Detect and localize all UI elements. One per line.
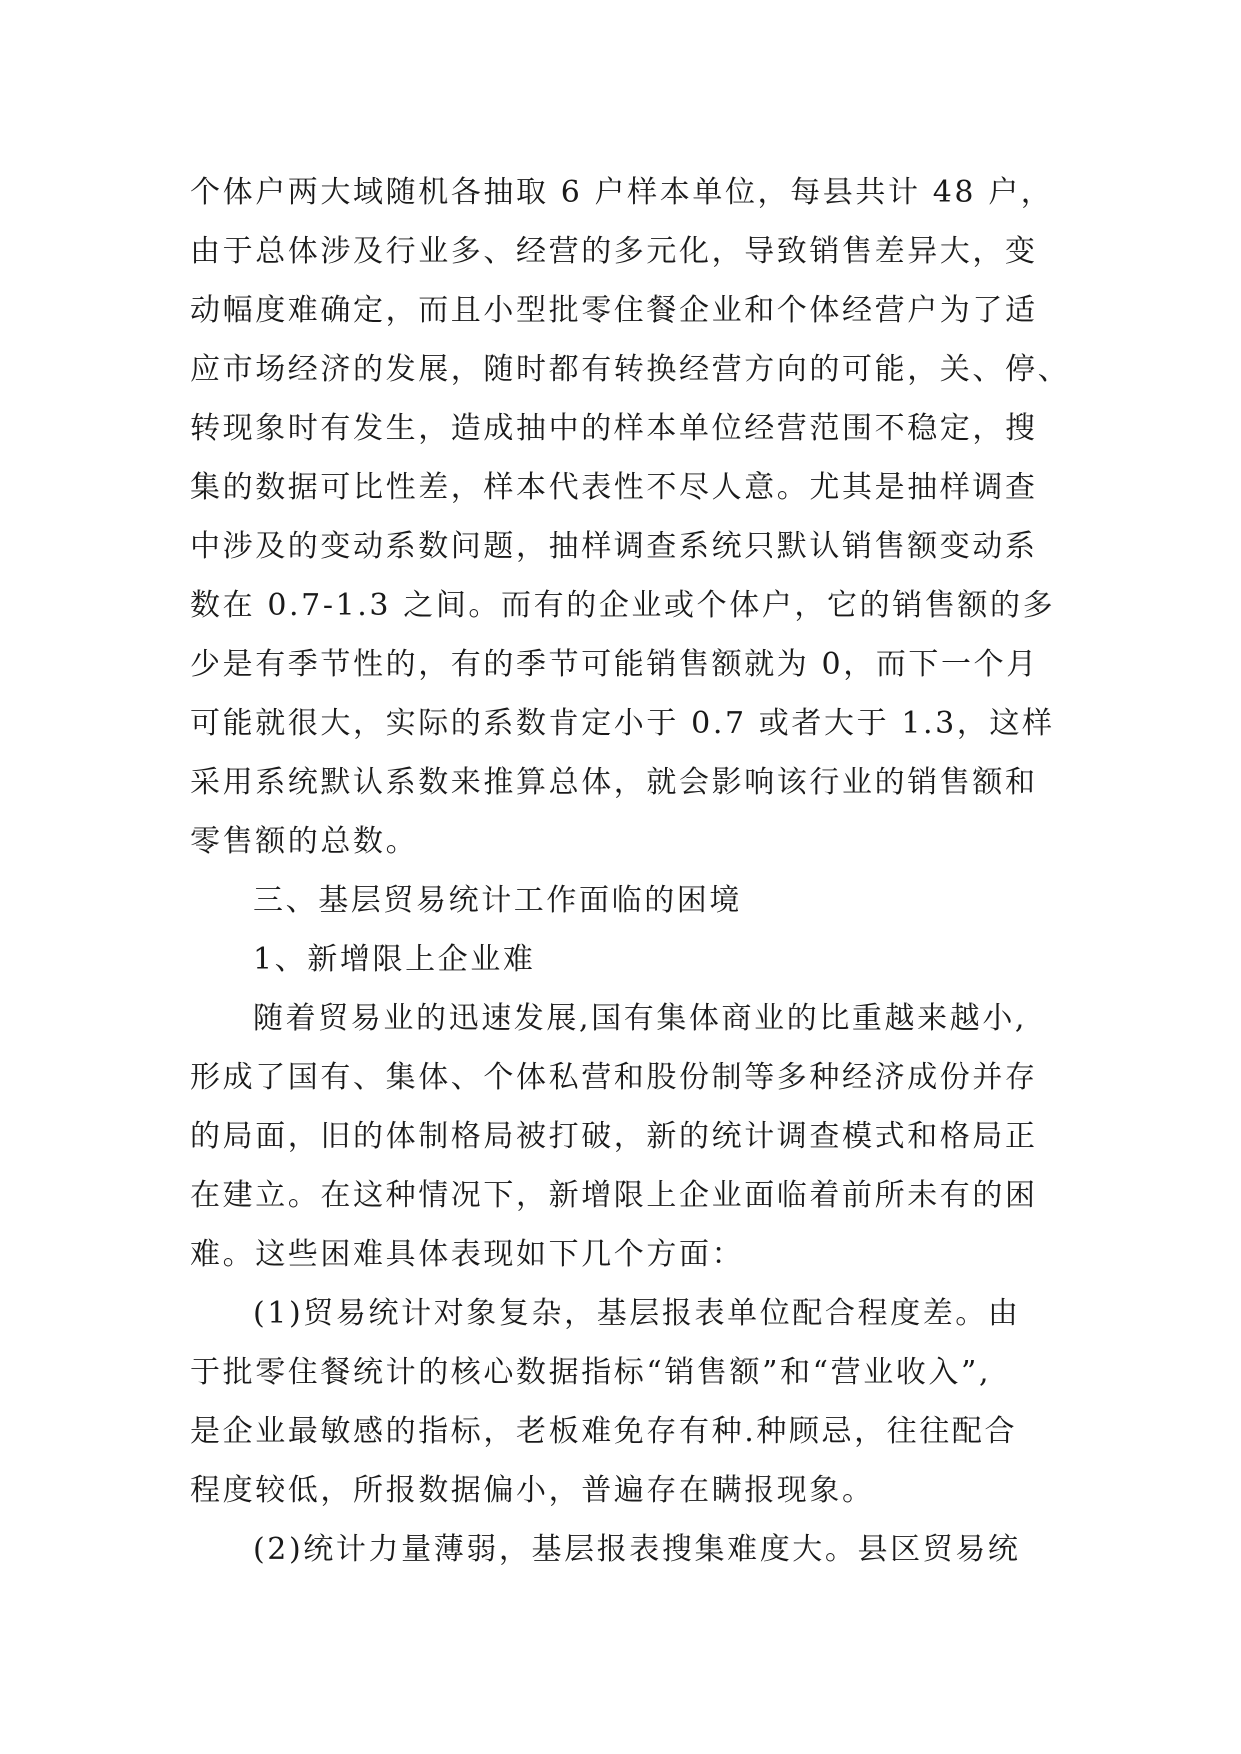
paragraph-sampling-issues	[190, 163, 1071, 871]
subheading-text: 1、新增限上企业难	[253, 942, 536, 977]
text-line: 形成了国有、集体、个体私营和股份制等多种经济成份并存	[190, 1060, 1038, 1095]
text-line: 可能就很大，实际的系数肯定小于 0.7 或者大于 1.3，这样	[190, 706, 1055, 741]
text-line: 采用系统默认系数来推算总体，就会影响该行业的销售额和	[190, 765, 1038, 800]
text-line: 集的数据可比性差，样本代表性不尽人意。尤其是抽样调查	[190, 470, 1038, 505]
text-line: 难。这些困难具体表现如下几个方面：	[190, 1237, 745, 1272]
heading-text: 三、基层贸易统计工作面临的困境	[253, 883, 742, 918]
text-line: 中涉及的变动系数问题，抽样调查系统只默认销售额变动系	[190, 529, 1038, 564]
document-body	[190, 163, 1071, 1579]
subsection-heading	[190, 930, 1050, 989]
paragraph-point-1	[190, 1284, 1050, 1520]
paragraph-new-enterprises	[190, 989, 1050, 1284]
text-line: (1)贸易统计对象复杂，基层报表单位配合程度差。由	[253, 1296, 1021, 1331]
text-line: 转现象时有发生，造成抽中的样本单位经营范围不稳定，搜	[190, 411, 1038, 446]
text-line: 由于总体涉及行业多、经营的多元化，导致销售差异大，变	[190, 234, 1038, 269]
paragraph-point-2	[190, 1520, 1050, 1579]
text-line: 的局面，旧的体制格局被打破，新的统计调查模式和格局正	[190, 1119, 1038, 1154]
text-line: 随着贸易业的迅速发展,国有集体商业的比重越来越小,	[253, 1001, 1028, 1036]
text-line: 程度较低，所报数据偏小，普遍存在瞒报现象。	[190, 1473, 875, 1508]
text-line: 动幅度难确定，而且小型批零住餐企业和个体经营户为了适	[190, 293, 1038, 328]
text-line: 数在 0.7-1.3 之间。而有的企业或个体户，它的销售额的多	[190, 588, 1056, 623]
text-line: 个体户两大域随机各抽取 6 户样本单位，每县共计 48 户，	[190, 175, 1054, 210]
section-heading	[190, 871, 1050, 930]
text-line: (2)统计力量薄弱，基层报表搜集难度大。县区贸易统	[253, 1532, 1021, 1567]
text-line: 于批零住餐统计的核心数据指标“销售额”和“营业收入”,	[190, 1355, 992, 1390]
text-line: 是企业最敏感的指标，老板难免存有种.种顾忌，往往配合	[190, 1414, 1018, 1449]
text-line: 零售额的总数。	[190, 824, 419, 859]
text-line: 应市场经济的发展，随时都有转换经营方向的可能，关、停、	[190, 352, 1071, 387]
text-line: 在建立。在这种情况下，新增限上企业面临着前所未有的困	[190, 1178, 1038, 1213]
text-line: 少是有季节性的，有的季节可能销售额就为 0，而下一个月	[190, 647, 1039, 682]
